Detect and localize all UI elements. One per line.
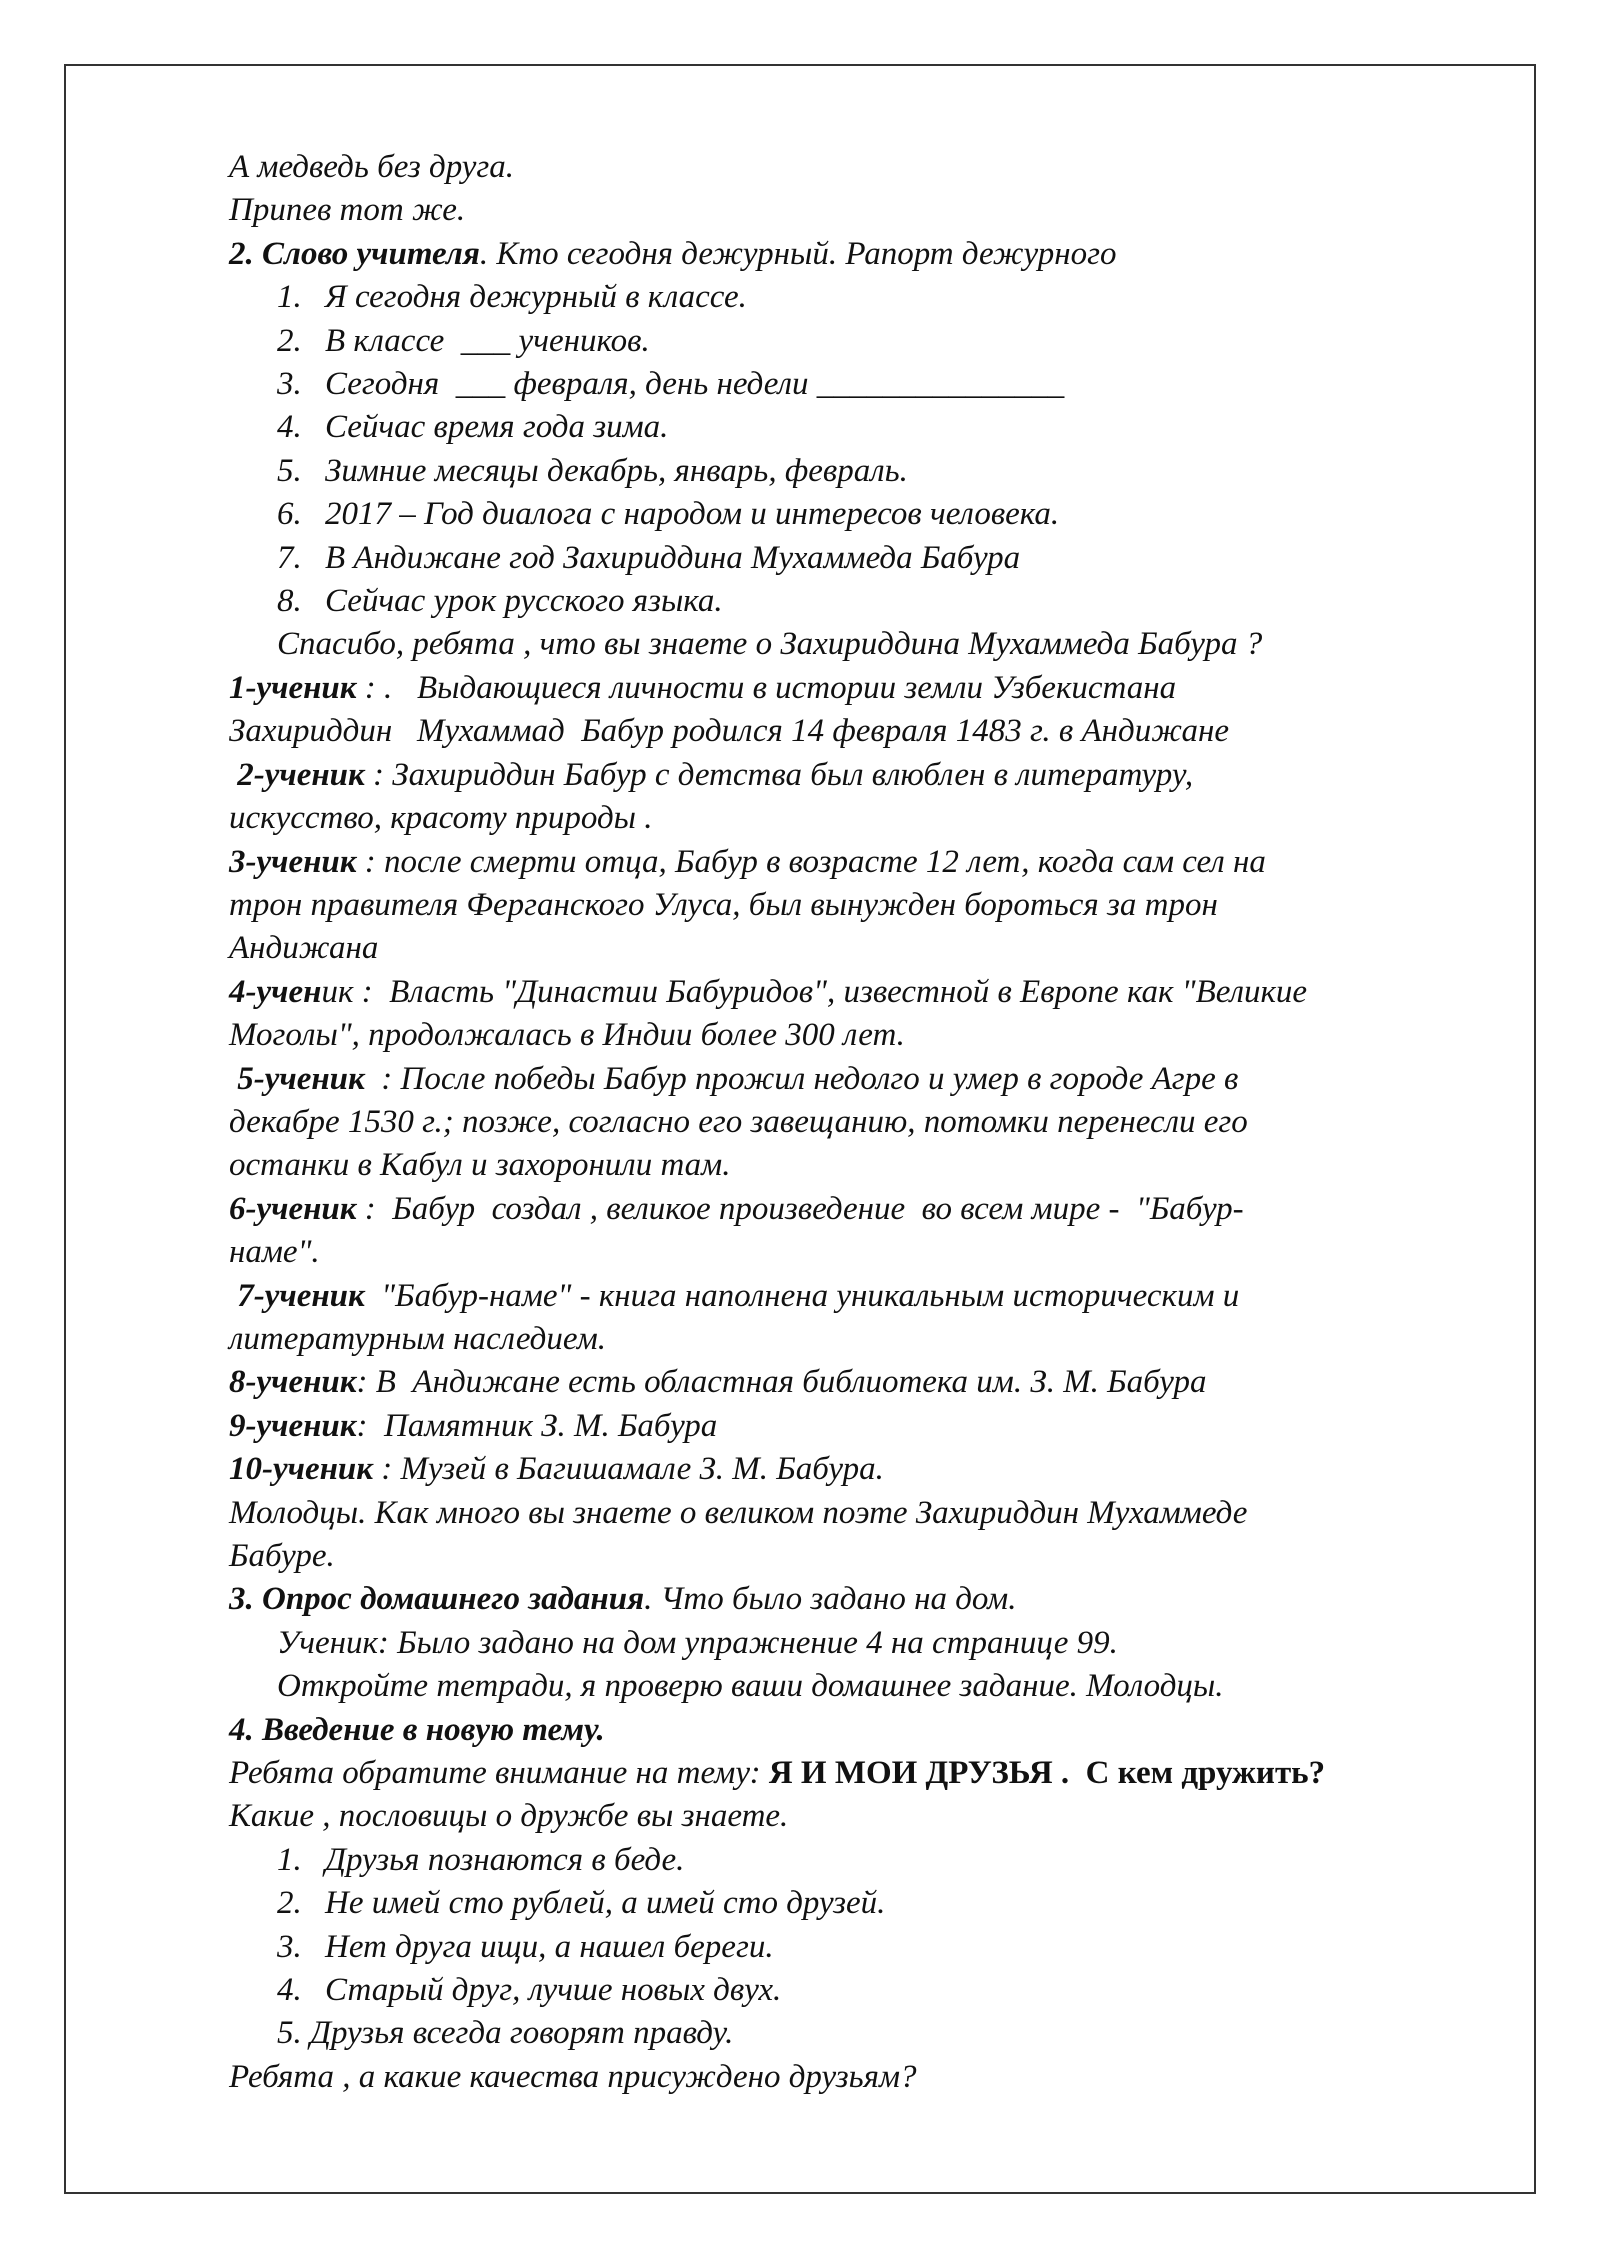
student-1-label: 1-ученик	[229, 669, 357, 706]
proverb-text: Старый друг, лучше новых двух.	[325, 1972, 782, 2009]
section-2-heading	[229, 233, 1529, 276]
student-1-line-1	[229, 667, 1529, 710]
section-3-line-2: Откройте тетради, я проверю ваши домашнее задание. Молодцы.	[277, 1668, 1224, 1705]
section-3-rest: . Что было задано на дом.	[644, 1581, 1017, 1618]
teacher-question: Спасибо, ребята , что вы знаете о Захириддина Мухаммеда Бабура ?	[277, 626, 1263, 663]
duty-item-text: В Андижане год Захириддина Мухаммеда Бабура	[325, 539, 1021, 576]
duty-item-number: 8.	[277, 583, 302, 620]
duty-item-number: 2.	[277, 322, 302, 359]
duty-item-4	[229, 406, 1529, 449]
section-3-heading	[229, 1578, 1529, 1621]
final-question: Ребята , а какие качества присуждено друзьям?	[229, 2058, 917, 2095]
student-10-text: : Музей в Багишамале З. М. Бабура.	[373, 1451, 884, 1488]
duty-item-text: Зимние месяцы декабрь, январь, февраль.	[325, 452, 908, 489]
student-4-text: ик : Власть "Династии Бабуридов", известной в Европе как "Великие	[321, 973, 1308, 1010]
student-4-label: 4-учен	[229, 973, 322, 1010]
student-3-line-3: Андижана	[229, 930, 379, 967]
duty-item-8	[229, 580, 1529, 623]
proverb-1	[229, 1839, 1529, 1882]
poem-line-2: Припев тот же.	[229, 192, 466, 229]
duty-item-6	[229, 493, 1529, 536]
student-2-label: 2-ученик	[237, 756, 365, 793]
proverb-text: Друзья познаются в беде.	[325, 1841, 685, 1878]
duty-item-2	[229, 320, 1529, 363]
topic-intro: Ребята обратите внимание на тему:	[229, 1755, 769, 1792]
proverb-number: 4.	[277, 1972, 302, 2009]
duty-item-number: 6.	[277, 496, 302, 533]
duty-item-number: 5.	[277, 452, 302, 489]
proverb-number: 3.	[277, 1928, 302, 1965]
duty-item-number: 1.	[277, 279, 302, 316]
student-6-line-2: наме".	[229, 1234, 320, 1271]
duty-item-1	[229, 276, 1529, 319]
student-6-text: : Бабур создал , великое произведение во всем мире - "Бабур-	[356, 1190, 1244, 1227]
student-7-text: "Бабур-наме" - книга наполнена уникальным историческим и	[364, 1277, 1240, 1314]
student-7-line-2: литературным наследием.	[229, 1320, 607, 1357]
student-10-line	[229, 1448, 1529, 1491]
proverb-3	[229, 1926, 1529, 1969]
proverb-5: 5. Друзья всегда говорят правду.	[277, 2015, 734, 2052]
duty-item-text: В классе ___ учеников.	[325, 322, 650, 359]
student-4-line-2: Моголы", продолжалась в Индии более 300 лет.	[229, 1017, 905, 1054]
student-2-text: : Захириддин Бабур с детства был влюблен в литературу,	[364, 756, 1194, 793]
poem-line-1: А медведь без друга.	[229, 149, 515, 185]
student-3-label: 3-ученик	[229, 843, 357, 880]
student-2-line-2: искусство, красоту природы .	[229, 800, 653, 837]
student-7-label: 7-ученик	[237, 1277, 365, 1314]
duty-item-number: 3.	[277, 366, 302, 403]
student-9-line	[229, 1405, 1529, 1448]
student-5-line-1	[229, 1058, 1529, 1101]
duty-item-number: 4.	[277, 409, 302, 446]
proverb-2	[229, 1882, 1529, 1925]
student-9-label: 9-ученик	[229, 1407, 357, 1444]
student-1-text: : . Выдающиеся личности в истории земли Узбекистана	[356, 669, 1177, 706]
proverb-4	[229, 1969, 1529, 2012]
duty-item-text: Я сегодня дежурный в классе.	[325, 279, 747, 316]
student-10-label: 10-ученик	[229, 1451, 374, 1488]
section-2-rest: . Кто сегодня дежурный. Рапорт дежурного	[479, 235, 1117, 272]
section-2-title: 2. Слово учителя	[229, 235, 480, 272]
topic-title: Я И МОИ ДРУЗЬЯ . С кем дружить?	[768, 1755, 1326, 1792]
section-3-line-1: Ученик: Было задано на дом упражнение 4 на странице 99.	[277, 1624, 1118, 1661]
proverb-text: Не имей сто рублей, а имей сто друзей.	[325, 1885, 886, 1922]
student-5-line-2: декабре 1530 г.; позже, согласно его завещанию, потомки перенесли его	[229, 1103, 1248, 1140]
student-5-label: 5-ученик	[237, 1060, 365, 1097]
proverb-text: Нет друга ищи, а нашел береги.	[325, 1928, 774, 1965]
duty-item-text: Сегодня ___ февраля, день недели _______________	[325, 366, 1065, 403]
duty-item-7	[229, 537, 1529, 580]
student-6-line-1	[229, 1188, 1529, 1231]
section-4-title: 4. Введение в новую тему.	[229, 1711, 605, 1748]
student-5-text: : После победы Бабур прожил недолго и умер в городе Агре в	[364, 1060, 1239, 1097]
student-3-text: : после смерти отца, Бабур в возрасте 12 лет, когда сам сел на	[356, 843, 1266, 880]
student-3-line-1	[229, 841, 1529, 884]
student-9-text: : Памятник З. М. Бабура	[356, 1407, 718, 1444]
student-4-line-1	[229, 971, 1529, 1014]
section-4-heading	[229, 1709, 1529, 1752]
student-8-text: : В Андижане есть областная библиотека им. З. М. Бабура	[356, 1364, 1207, 1401]
duty-item-number: 7.	[277, 539, 302, 576]
praise-line-2: Бабуре.	[229, 1538, 335, 1574]
topic-line	[229, 1752, 1529, 1795]
duty-item-text: Сейчас урок русского языка.	[325, 583, 723, 620]
student-6-label: 6-ученик	[229, 1190, 357, 1227]
student-8-label: 8-ученик	[229, 1364, 357, 1401]
duty-item-text: 2017 – Год диалога с народом и интересов человека.	[325, 496, 1060, 533]
proverb-number: 1.	[277, 1841, 302, 1878]
student-1-line-2: Захириддин Мухаммад Бабур родился 14 февраля 1483 г. в Андижане	[229, 713, 1229, 750]
section-3-title: 3. Опрос домашнего задания	[229, 1581, 645, 1618]
student-3-line-2: трон правителя Ферганского Улуса, был вынужден бороться за трон	[229, 886, 1218, 923]
student-8-line	[229, 1361, 1529, 1404]
proverb-number: 2.	[277, 1885, 302, 1922]
proverbs-question: Какие , пословицы о дружбе вы знаете.	[229, 1798, 789, 1835]
duty-item-5	[229, 450, 1529, 493]
student-7-line-1	[229, 1275, 1529, 1318]
student-5-line-3: останки в Кабул и захоронили там.	[229, 1147, 731, 1184]
duty-item-text: Сейчас время года зима.	[325, 409, 669, 446]
praise-line-1: Молодцы. Как много вы знаете о великом поэте Захириддин Мухаммеде	[229, 1494, 1248, 1531]
document-body	[229, 146, 1529, 2099]
duty-item-3	[229, 363, 1529, 406]
student-2-line-1	[229, 754, 1529, 797]
